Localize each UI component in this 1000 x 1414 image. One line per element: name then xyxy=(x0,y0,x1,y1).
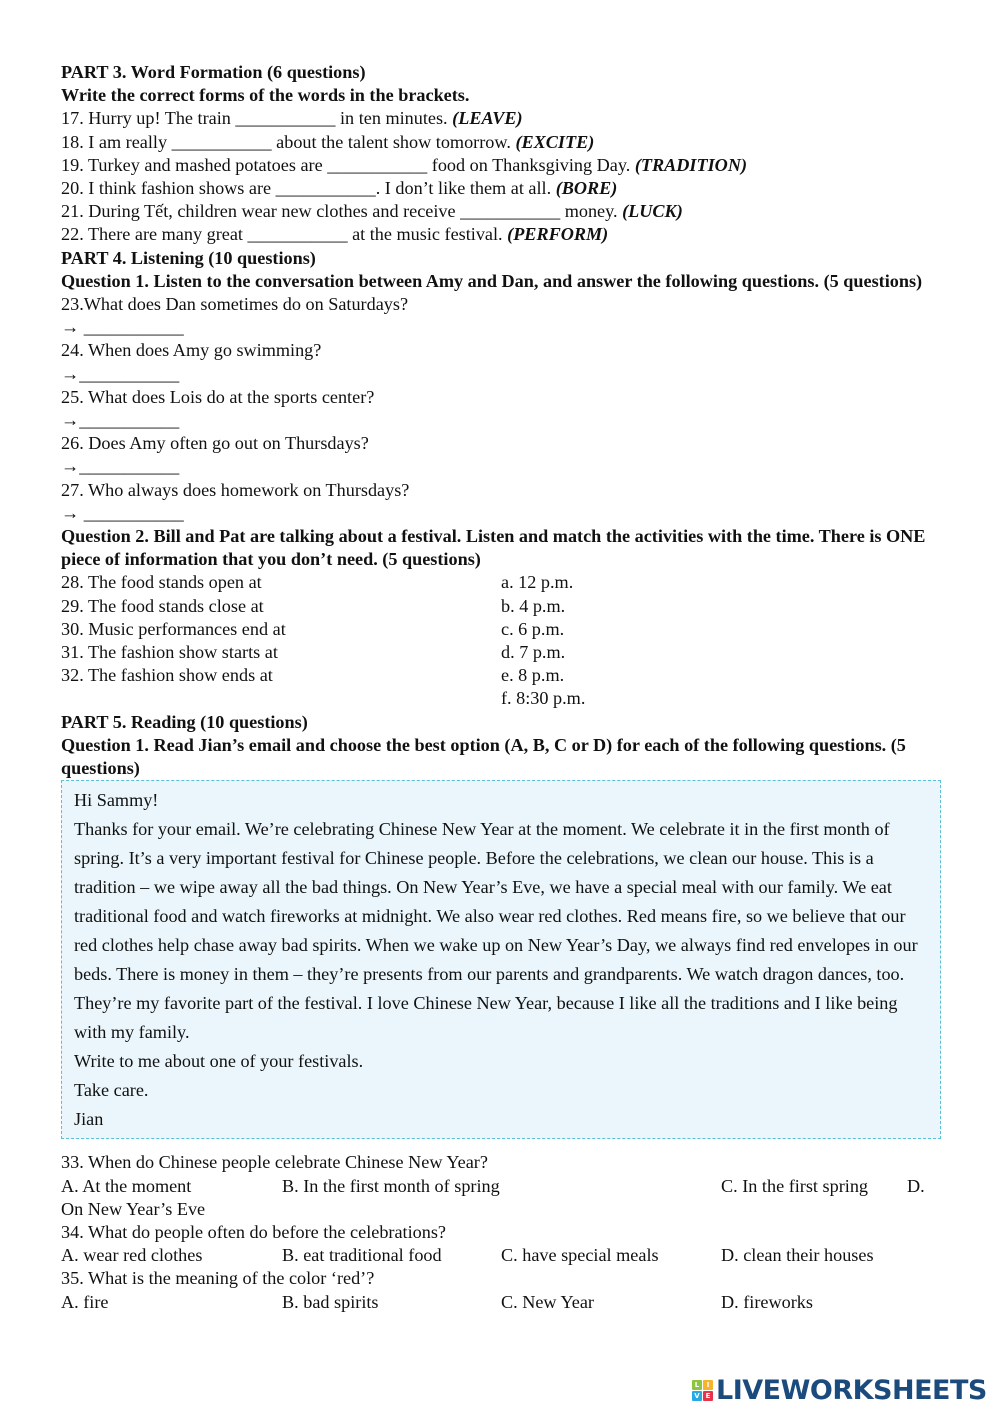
part3-instruction: Write the correct forms of the words in the brackets. xyxy=(61,85,470,106)
question-text: 26. Does Amy often go out on Thursdays? xyxy=(61,433,369,454)
answer-line[interactable]: → ___________ xyxy=(61,317,184,338)
email-closing: Write to me about one of your festivals. xyxy=(74,1051,364,1072)
question-text: 19. Turkey and mashed potatoes are ___________ food on Thanksgiving Day. xyxy=(61,154,635,175)
question-text: 24. When does Amy go swimming? xyxy=(61,340,322,361)
question-text: 25. What does Lois do at the sports center? xyxy=(61,386,375,407)
activity: 30. Music performances end at xyxy=(61,618,286,639)
options-row xyxy=(61,1291,941,1314)
match-row xyxy=(61,664,941,687)
question-text: 17. Hurry up! The train ___________ in ten minutes. xyxy=(61,108,453,129)
activity: 28. The food stands open at xyxy=(61,572,262,593)
question-text: 35. What is the meaning of the color ‘red’? xyxy=(61,1268,375,1289)
word-hint: (BORE) xyxy=(555,178,618,199)
options-row xyxy=(61,1244,941,1267)
part3-title: PART 3. Word Formation (6 questions) xyxy=(61,62,366,82)
part5-questions xyxy=(61,1151,941,1313)
option[interactable]: D. xyxy=(907,1175,925,1196)
answer-line[interactable]: → ___________ xyxy=(61,502,184,523)
option[interactable]: B. eat traditional food xyxy=(282,1245,442,1266)
word-hint: (TRADITION) xyxy=(634,154,748,175)
question-item xyxy=(61,177,941,200)
question-item xyxy=(61,107,941,130)
word-hint: (LEAVE) xyxy=(452,108,523,129)
activity xyxy=(61,687,501,710)
part3-items xyxy=(61,107,941,246)
logo-tiles-icon xyxy=(692,1380,713,1401)
word-hint: (LUCK) xyxy=(622,201,683,222)
logo-tile: E xyxy=(703,1391,713,1401)
options-row xyxy=(61,1175,941,1198)
match-row xyxy=(61,595,941,618)
logo-text: LIVEWORKSHEETS xyxy=(716,1375,987,1406)
part4-q1-items xyxy=(61,293,941,525)
match-row xyxy=(61,641,941,664)
part4-q2-instruction: Question 2. Bill and Pat are talking about a festival. Listen and match the activities with the time. There is ONE piece of information that you don’t need. (5 questions) xyxy=(61,526,926,570)
option-gap xyxy=(501,1175,721,1198)
email-body: Thanks for your email. We’re celebrating Chinese New Year at the moment. We celebrate it in the first month of spring. It’s a very important festival for Chinese people. Before the celebrations, we clean our house. This is a tradition – we wipe away all the bad things. On New Year’s Eve, we have a special meal with our family. We eat traditional food and watch fireworks at midnight. We also wear red clothes. Red means fire, so we believe that our red clothes help chase away bad spirits. When we wake up on New Year’s Day, we always find red envelopes in our beds. There is money in them – they’re presents from our parents and grandparents. We watch dragon dances, too. They’re my favorite part of the festival. I love Chinese New Year, because I like all the traditions and I like being with my family. xyxy=(74,819,918,1043)
question-text: 21. During Tết, children wear new clothes and receive ___________ money. xyxy=(61,201,623,222)
time-option: f. 8:30 p.m. xyxy=(501,688,586,709)
answer-line[interactable]: →___________ xyxy=(61,456,180,477)
activity: 32. The fashion show ends at xyxy=(61,665,273,686)
time-option: c. 6 p.m. xyxy=(501,618,565,639)
match-row xyxy=(61,571,941,594)
answer-line[interactable]: →___________ xyxy=(61,410,180,431)
worksheet xyxy=(61,61,941,1314)
part4-title: PART 4. Listening (10 questions) xyxy=(61,247,316,268)
logo-tile: V xyxy=(692,1391,702,1401)
email-greeting: Hi Sammy! xyxy=(74,790,159,811)
word-hint: (EXCITE) xyxy=(515,131,595,152)
option[interactable]: A. wear red clothes xyxy=(61,1245,203,1266)
email-signature: Jian xyxy=(74,1109,104,1130)
email-box xyxy=(61,780,941,1139)
question-text: 34. What do people often do before the celebrations? xyxy=(61,1221,446,1242)
option[interactable]: C. In the first spring xyxy=(721,1175,869,1196)
logo-tile: I xyxy=(703,1380,713,1390)
activity: 29. The food stands close at xyxy=(61,595,264,616)
word-hint: (PERFORM) xyxy=(507,224,609,245)
question-text: 20. I think fashion shows are ___________. I don’t like them at all. xyxy=(61,178,556,199)
question-item xyxy=(61,200,941,223)
part4-q1-instruction: Question 1. Listen to the conversation between Amy and Dan, and answer the following questions. (5 questions) xyxy=(61,270,923,291)
question-text: 18. I am really ___________ about the talent show tomorrow. xyxy=(61,131,516,152)
question-text: 33. When do Chinese people celebrate Chinese New Year? xyxy=(61,1152,488,1173)
question-item xyxy=(61,131,941,154)
time-option: d. 7 p.m. xyxy=(501,642,566,663)
question-item xyxy=(61,223,941,246)
logo-tile: L xyxy=(692,1380,702,1390)
option[interactable]: B. In the first month of spring xyxy=(282,1175,500,1196)
question-text: 27. Who always does homework on Thursdays? xyxy=(61,479,410,500)
time-option: a. 12 p.m. xyxy=(501,572,574,593)
question-text: 22. There are many great ___________ at the music festival. xyxy=(61,224,508,245)
match-row xyxy=(61,687,941,710)
time-option: b. 4 p.m. xyxy=(501,595,566,616)
option[interactable]: D. fireworks xyxy=(721,1291,813,1312)
answer-line[interactable]: →___________ xyxy=(61,363,180,384)
option[interactable]: A. fire xyxy=(61,1291,109,1312)
activity: 31. The fashion show starts at xyxy=(61,642,278,663)
time-option: e. 8 p.m. xyxy=(501,665,565,686)
part5-q1-instruction: Question 1. Read Jian’s email and choose the best option (A, B, C or D) for each of the following questions. (5 questions) xyxy=(61,734,906,779)
option[interactable]: B. bad spirits xyxy=(282,1291,379,1312)
option[interactable]: C. have special meals xyxy=(501,1245,659,1266)
email-closing: Take care. xyxy=(74,1080,149,1101)
question-item xyxy=(61,154,941,177)
part5-title: PART 5. Reading (10 questions) xyxy=(61,711,308,732)
option[interactable]: A. At the moment xyxy=(61,1175,192,1196)
option[interactable]: C. New Year xyxy=(501,1291,594,1312)
option[interactable]: On New Year’s Eve xyxy=(61,1198,206,1219)
question-text: 23.What does Dan sometimes do on Saturdays? xyxy=(61,294,409,315)
liveworksheets-logo xyxy=(692,1375,987,1406)
part4-q2-matching xyxy=(61,571,941,710)
match-row xyxy=(61,618,941,641)
option[interactable]: D. clean their houses xyxy=(721,1245,874,1266)
